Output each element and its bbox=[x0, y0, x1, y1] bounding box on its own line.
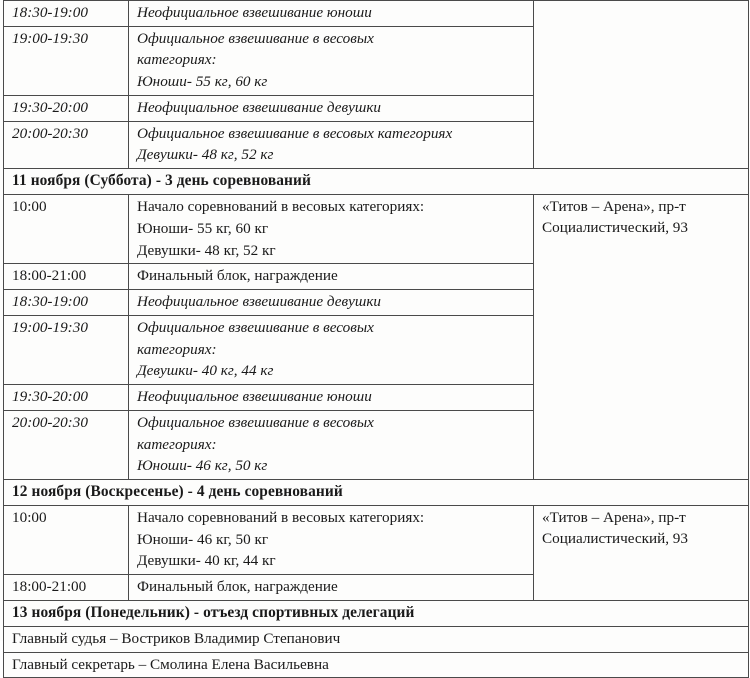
event-line: Официальное взвешивание в весовых bbox=[137, 29, 374, 47]
day-header-row bbox=[4, 479, 749, 505]
day-header-row bbox=[4, 169, 749, 195]
event-line: Юноши- 46 кг, 50 кг bbox=[137, 457, 268, 475]
event-line: Начало соревнований в весовых категориях: bbox=[137, 508, 425, 526]
cell-time: 19:30-20:00 bbox=[4, 385, 129, 411]
event-line: категориях: bbox=[137, 435, 217, 453]
cell-venue bbox=[534, 195, 749, 480]
cell-time: 19:30-20:00 bbox=[4, 95, 129, 121]
cell-event: Неофициальное взвешивание девушки bbox=[129, 290, 534, 316]
cell-time: 18:00-21:00 bbox=[4, 575, 129, 601]
venue-line: Социалистический, 93 bbox=[542, 219, 688, 237]
signature-row bbox=[4, 652, 749, 678]
venue-line: «Титов – Арена», пр-т bbox=[542, 198, 686, 216]
schedule-table bbox=[3, 0, 749, 678]
cell-time: 10:00 bbox=[4, 505, 129, 574]
event-line: Юноши- 46 кг, 50 кг bbox=[137, 530, 269, 548]
day-header-nov12: 12 ноября (Воскресенье) - 4 день соревнований bbox=[4, 479, 749, 505]
cell-time: 19:00-19:30 bbox=[4, 315, 129, 384]
table-row bbox=[4, 195, 749, 264]
cell-event: Неофициальное взвешивание юноши bbox=[129, 1, 534, 27]
cell-event bbox=[129, 121, 534, 168]
cell-time: 19:00-19:30 bbox=[4, 26, 129, 95]
event-line: Официальное взвешивание в весовых категориях bbox=[137, 124, 453, 142]
event-line: Девушки- 40 кг, 44 кг bbox=[137, 552, 276, 570]
signature-row bbox=[4, 626, 749, 652]
cell-event: Неофициальное взвешивание девушки bbox=[129, 95, 534, 121]
event-line: Официальное взвешивание в весовых bbox=[137, 413, 374, 431]
signature-chief-secretary: Главный секретарь – Смолина Елена Васильевна bbox=[4, 652, 749, 678]
day-header-nov11: 11 ноября (Суббота) - 3 день соревнований bbox=[4, 169, 749, 195]
table-row bbox=[4, 1, 749, 27]
cell-time: 20:00-20:30 bbox=[4, 121, 129, 168]
cell-time: 10:00 bbox=[4, 195, 129, 264]
event-line: категориях: bbox=[137, 51, 217, 69]
cell-venue bbox=[534, 505, 749, 600]
cell-event: Неофициальное взвешивание юноши bbox=[129, 385, 534, 411]
venue-line: Социалистический, 93 bbox=[542, 530, 688, 548]
cell-event bbox=[129, 410, 534, 479]
venue-line: «Титов – Арена», пр-т bbox=[542, 508, 686, 526]
day-header-row bbox=[4, 600, 749, 626]
cell-event bbox=[129, 315, 534, 384]
cell-time: 18:30-19:00 bbox=[4, 290, 129, 316]
cell-event bbox=[129, 195, 534, 264]
event-line: Начало соревнований в весовых категориях: bbox=[137, 198, 425, 216]
event-line: Девушки- 48 кг, 52 кг bbox=[137, 146, 274, 164]
event-line: Девушки- 40 кг, 44 кг bbox=[137, 362, 274, 380]
day-header-nov13: 13 ноября (Понедельник) - отъезд спортивных делегаций bbox=[4, 600, 749, 626]
cell-time: 20:00-20:30 bbox=[4, 410, 129, 479]
event-line: категориях: bbox=[137, 340, 217, 358]
cell-time: 18:00-21:00 bbox=[4, 264, 129, 290]
cell-time: 18:30-19:00 bbox=[4, 1, 129, 27]
cell-event bbox=[129, 26, 534, 95]
event-line: Юноши- 55 кг, 60 кг bbox=[137, 73, 268, 91]
event-line: Девушки- 48 кг, 52 кг bbox=[137, 241, 276, 259]
event-line: Официальное взвешивание в весовых bbox=[137, 318, 374, 336]
signature-chief-judge: Главный судья – Востриков Владимир Степанович bbox=[4, 626, 749, 652]
table-row bbox=[4, 505, 749, 574]
cell-event bbox=[129, 505, 534, 574]
cell-venue-empty bbox=[534, 1, 749, 169]
cell-event: Финальный блок, награждение bbox=[129, 264, 534, 290]
cell-event: Финальный блок, награждение bbox=[129, 575, 534, 601]
event-line: Юноши- 55 кг, 60 кг bbox=[137, 219, 269, 237]
